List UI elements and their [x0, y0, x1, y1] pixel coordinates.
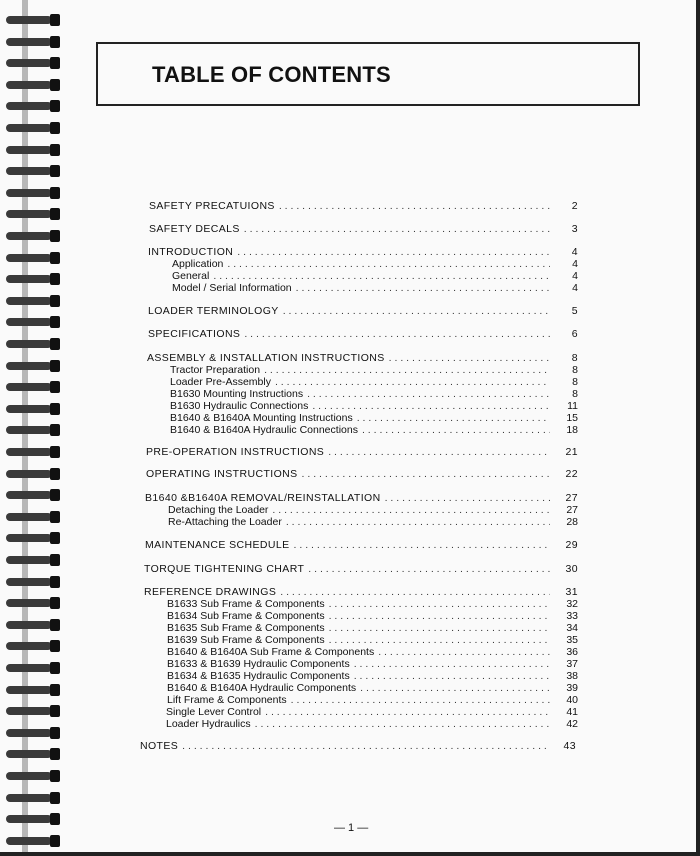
toc-entry-label: B1640 & B1640A Hydraulic Components	[167, 682, 357, 694]
toc-entry-label: B1634 Sub Frame & Components	[167, 610, 325, 622]
toc-subentry	[167, 670, 578, 682]
toc-entry-label: OPERATING INSTRUCTIONS	[146, 468, 298, 480]
toc-entry-label: Detaching the Loader	[168, 504, 269, 516]
toc-entry-page: 15	[566, 412, 578, 424]
leader-dots	[294, 539, 550, 551]
toc-entry-label: General	[172, 270, 210, 282]
toc-entry-label: INTRODUCTION	[148, 246, 234, 258]
toc-entry-page: 37	[566, 658, 578, 670]
leader-dots	[328, 446, 550, 458]
toc-entry	[148, 246, 578, 258]
toc-entry-label: NOTES	[140, 740, 179, 752]
toc-entry-page: 8	[572, 388, 578, 400]
toc-entry-page: 18	[566, 424, 578, 436]
toc-entry-label: REFERENCE DRAWINGS	[144, 586, 277, 598]
page-edge-bottom	[0, 852, 700, 856]
leader-dots	[378, 646, 550, 658]
toc-subentry	[167, 610, 578, 622]
leader-dots	[302, 468, 550, 480]
toc-subentry	[170, 364, 578, 376]
leader-dots	[329, 610, 550, 622]
leader-dots	[265, 706, 550, 718]
toc-entry-page: 4	[571, 246, 578, 258]
leader-dots	[264, 364, 550, 376]
toc-entry-page: 27	[566, 504, 578, 516]
toc-entry-page: 29	[565, 539, 578, 551]
toc-entry-page: 31	[565, 586, 578, 598]
toc-entry-label: Re-Attaching the Loader	[168, 516, 282, 528]
leader-dots	[354, 658, 550, 670]
toc-subentry	[172, 258, 578, 270]
toc-entry-page: 21	[565, 446, 578, 458]
toc-entry-label: LOADER TERMINOLOGY	[148, 305, 279, 317]
toc-entry-label: TORQUE TIGHTENING CHART	[144, 563, 305, 575]
toc-entry-page: 2	[571, 200, 578, 212]
leader-dots	[357, 412, 550, 424]
leader-dots	[283, 305, 550, 317]
leader-dots	[389, 352, 550, 364]
toc-entry-label: B1633 & B1639 Hydraulic Components	[167, 658, 350, 670]
leader-dots	[272, 504, 550, 516]
toc-entry-page: 6	[571, 328, 578, 340]
leader-dots	[329, 634, 550, 646]
toc-entry-page: 22	[565, 468, 578, 480]
toc-entry-page: 4	[572, 282, 578, 294]
toc-entry-label: SAFETY PRECATUIONS	[149, 200, 275, 212]
toc-subentry	[170, 400, 578, 412]
toc-subentry	[166, 706, 578, 718]
toc-entry	[148, 328, 578, 340]
leader-dots	[227, 258, 550, 270]
toc-entry-page: 42	[566, 718, 578, 730]
toc-subentry	[167, 646, 578, 658]
toc-entry-label: Loader Hydraulics	[166, 718, 251, 730]
toc-entry-label: Lift Frame & Components	[167, 694, 287, 706]
leader-dots	[329, 622, 550, 634]
toc-entry-page: 11	[567, 400, 578, 412]
toc-entry	[145, 492, 578, 504]
leader-dots	[244, 223, 550, 235]
toc-entry-page: 27	[565, 492, 578, 504]
toc-entry-label: B1630 Mounting Instructions	[170, 388, 304, 400]
toc-subentry	[167, 622, 578, 634]
toc-entry-page: 40	[566, 694, 578, 706]
toc-entry-page: 35	[566, 634, 578, 646]
toc-entry-page: 41	[566, 706, 578, 718]
toc-entry	[146, 446, 578, 458]
toc-subentry	[172, 270, 578, 282]
leader-dots	[308, 563, 550, 575]
leader-dots	[385, 492, 550, 504]
toc-entry-page: 8	[572, 364, 578, 376]
toc-entry-label: B1634 & B1635 Hydraulic Components	[167, 670, 350, 682]
toc-entry-label: B1630 Hydraulic Connections	[170, 400, 309, 412]
toc-entry-page: 38	[566, 670, 578, 682]
leader-dots	[312, 400, 550, 412]
toc-subentry	[167, 694, 578, 706]
toc-entry	[144, 586, 578, 598]
toc-entry-page: 32	[566, 598, 578, 610]
toc-entry-page: 39	[566, 682, 578, 694]
toc-entry-label: Application	[172, 258, 224, 270]
toc-entry-page: 36	[566, 646, 578, 658]
toc-entry-page: 8	[572, 376, 578, 388]
toc-subentry	[170, 424, 578, 436]
toc-subentry	[168, 504, 578, 516]
leader-dots	[362, 424, 550, 436]
toc-entry-page: 4	[572, 270, 578, 282]
toc-subentry	[167, 634, 578, 646]
toc-entry-label: ASSEMBLY & INSTALLATION INSTRUCTIONS	[147, 352, 385, 364]
leader-dots	[286, 516, 550, 528]
toc-subentry	[167, 598, 578, 610]
toc-entry-label: Loader Pre-Assembly	[170, 376, 271, 388]
toc-entry-label: B1640 &B1640A REMOVAL/REINSTALLATION	[145, 492, 381, 504]
toc-entry	[147, 352, 578, 364]
leader-dots	[255, 718, 550, 730]
page-number: — 1 —	[334, 822, 369, 834]
toc-entry-page: 8	[571, 352, 578, 364]
leader-dots	[275, 376, 550, 388]
leader-dots	[360, 682, 550, 694]
leader-dots	[296, 282, 550, 294]
toc-entry-label: PRE-OPERATION INSTRUCTIONS	[146, 446, 325, 458]
toc-entry-label: B1640 & B1640A Hydraulic Connections	[170, 424, 358, 436]
toc-entry	[144, 563, 578, 575]
toc-entry-page: 5	[571, 305, 578, 317]
toc-subentry	[170, 412, 578, 424]
toc-subentry	[170, 376, 578, 388]
toc-entry-label: MAINTENANCE SCHEDULE	[145, 539, 290, 551]
toc-entry	[140, 740, 576, 752]
toc-entry-label: SAFETY DECALS	[149, 223, 240, 235]
toc-entry-page: 28	[566, 516, 578, 528]
toc-entry-page: 33	[566, 610, 578, 622]
leader-dots	[329, 598, 550, 610]
toc-subentry	[168, 516, 578, 528]
page-edge-right	[696, 0, 700, 856]
toc-entry-label: B1640 & B1640A Mounting Instructions	[170, 412, 353, 424]
toc-entry-label: B1633 Sub Frame & Components	[167, 598, 325, 610]
toc-entry-page: 34	[566, 622, 578, 634]
toc-subentry	[170, 388, 578, 400]
leader-dots	[182, 740, 548, 752]
toc-entry	[148, 305, 578, 317]
leader-dots	[213, 270, 550, 282]
toc-entry	[145, 539, 578, 551]
page-title: TABLE OF CONTENTS	[152, 62, 391, 87]
leader-dots	[279, 200, 550, 212]
toc-entry-label: B1639 Sub Frame & Components	[167, 634, 325, 646]
toc-entry-label: SPECIFICATIONS	[148, 328, 241, 340]
toc-subentry	[172, 282, 578, 294]
toc-entry-label: Single Lever Control	[166, 706, 262, 718]
toc-entry-label: B1640 & B1640A Sub Frame & Components	[167, 646, 375, 658]
leader-dots	[244, 328, 550, 340]
leader-dots	[280, 586, 550, 598]
toc-subentry	[167, 682, 578, 694]
toc-entry	[146, 468, 578, 480]
leader-dots	[237, 246, 550, 258]
toc-entry	[149, 200, 578, 212]
toc-entry-label: Tractor Preparation	[170, 364, 261, 376]
toc-entry-label: Model / Serial Information	[172, 282, 292, 294]
toc-entry-label: B1635 Sub Frame & Components	[167, 622, 325, 634]
toc-entry-page: 3	[571, 223, 578, 235]
leader-dots	[307, 388, 550, 400]
toc-entry-page: 43	[563, 740, 576, 752]
toc-subentry	[166, 718, 578, 730]
toc-subentry	[167, 658, 578, 670]
leader-dots	[354, 670, 550, 682]
toc-entry-page: 4	[572, 258, 578, 270]
leader-dots	[291, 694, 550, 706]
toc-entry	[149, 223, 578, 235]
toc-entry-page: 30	[565, 563, 578, 575]
